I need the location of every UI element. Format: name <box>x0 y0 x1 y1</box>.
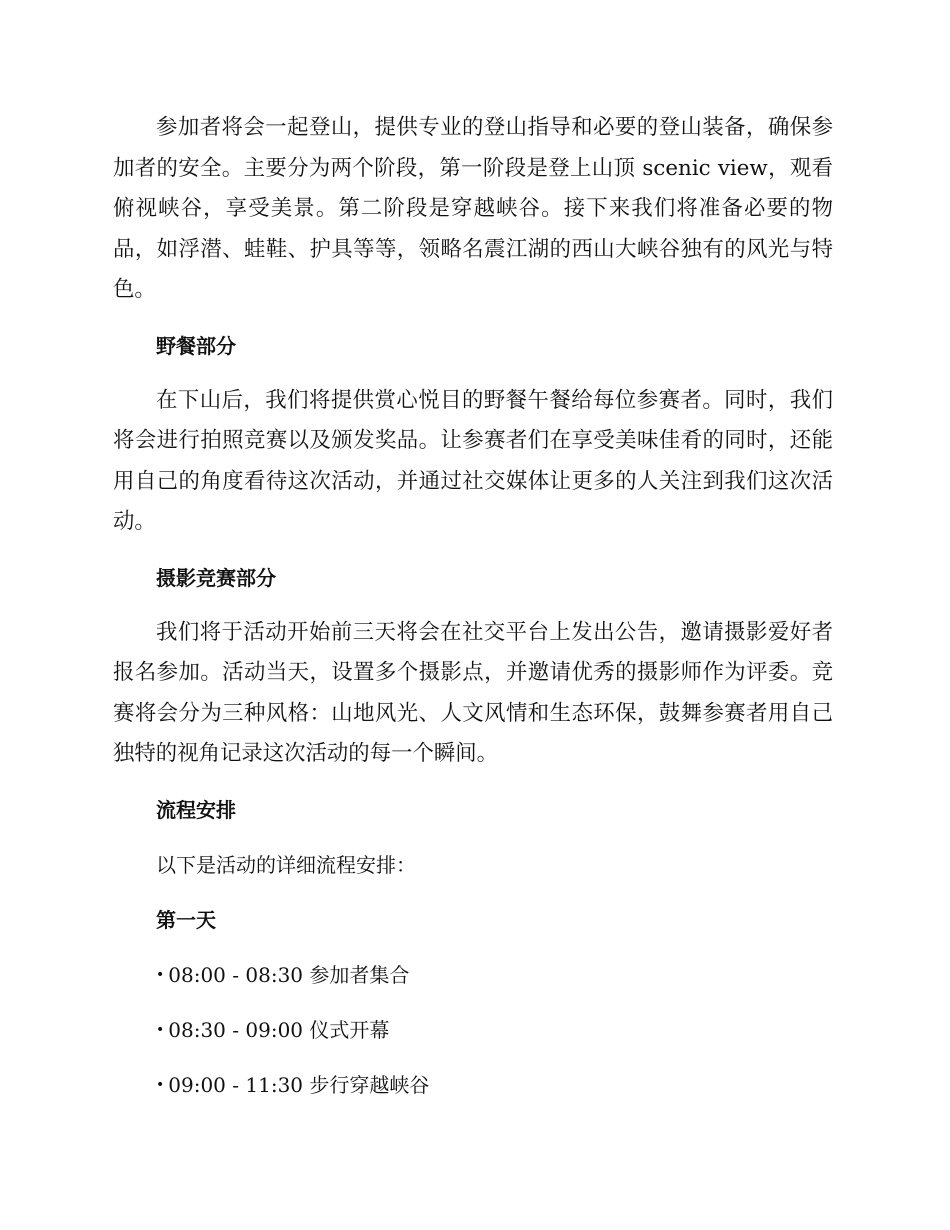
document-page <box>113 108 833 1120</box>
day1-heading: 第一天 <box>156 907 216 932</box>
schedule-heading: 流程安排 <box>156 797 236 822</box>
schedule-item-text: 09:00 - 11:30 步行穿越峡谷 <box>168 1072 430 1097</box>
picnic-heading: 野餐部分 <box>156 333 236 358</box>
intro-paragraph: 参加者将会一起登山，提供专业的登山指导和必要的登山装备，确保参加者的安全。主要分为两个阶段，第一阶段是登上山顶 scenic view，观看俯视峡谷，享受美景。第二阶段是穿越峡谷。接下来我们将准备必要的物品，如浮潜、蛙鞋、护具等等，领略名震江湖的西山大峡谷独有的风光与特色。 <box>113 115 833 302</box>
schedule-item <box>156 1065 833 1105</box>
schedule-intro: 以下是活动的详细流程安排： <box>156 852 416 877</box>
photo-contest-paragraph: 我们将于活动开始前三天将会在社交平台上发出公告，邀请摄影爱好者报名参加。活动当天，设置多个摄影点，并邀请优秀的摄影师作为评委。竞赛将会分为三种风格：山地风光、人文风情和生态环保，鼓舞参赛者用自己独特的视角记录这次活动的每一个瞬间。 <box>113 619 833 766</box>
picnic-paragraph: 在下山后，我们将提供赏心悦目的野餐午餐给每位参赛者。同时，我们将会进行拍照竞赛以及颁发奖品。让参赛者们在享受美味佳肴的同时，还能用自己的角度看待这次活动，并通过社交媒体让更多的人关注到我们这次活动。 <box>113 387 833 534</box>
schedule-item-text: 08:30 - 09:00 仪式开幕 <box>168 1017 390 1042</box>
bullet-icon: • <box>156 1076 165 1093</box>
photo-contest-heading: 摄影竞赛部分 <box>156 565 276 590</box>
schedule-item-text: 08:00 - 08:30 参加者集合 <box>168 962 410 987</box>
bullet-icon: • <box>156 1021 165 1038</box>
schedule-item <box>156 1010 833 1050</box>
schedule-item <box>156 955 833 995</box>
bullet-icon: • <box>156 966 165 983</box>
